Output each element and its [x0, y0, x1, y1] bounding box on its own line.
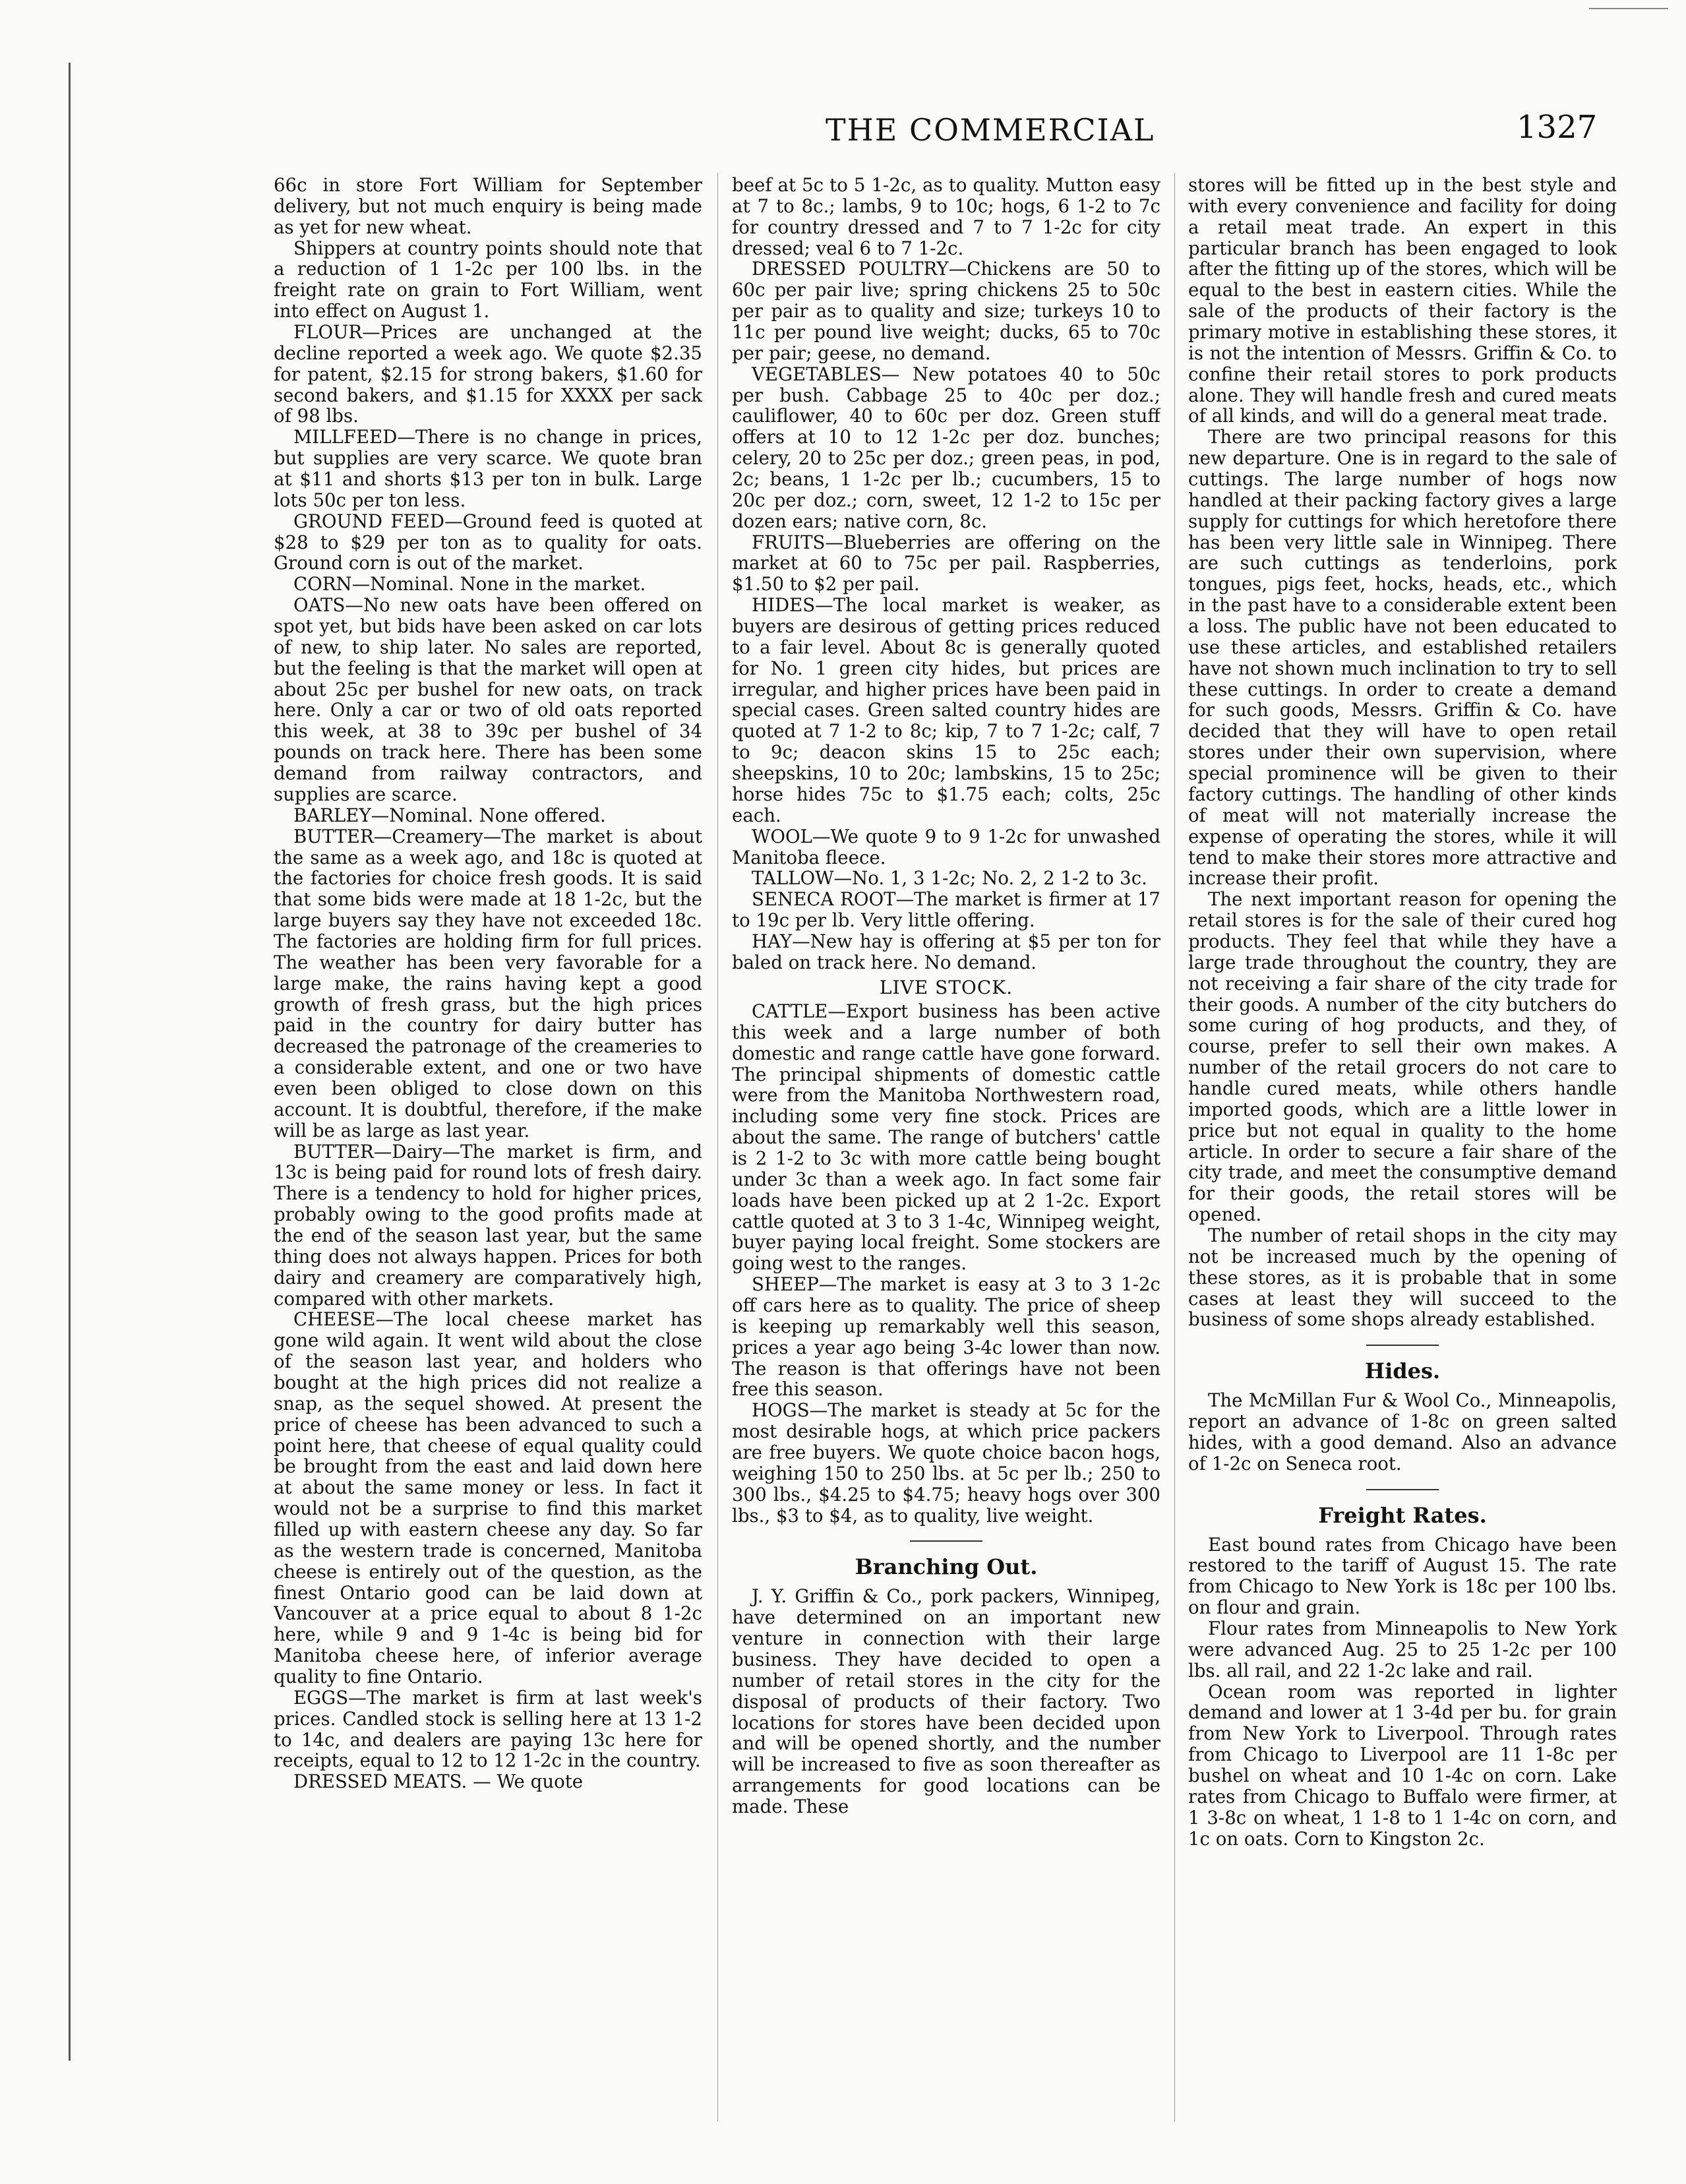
paragraph: OATS—No new oats have been offered on spot yet, but bids have been asked on car lots of new, to ship later. No sales are reported, but the feeling is that the market will open at about 25c per bushel for new oats, on track here. Only a car or two of old oats reported this week, at 38 to 39c per bushel of 34 pounds on track here. There has been some demand from railway contractors, and supplies are scarce.: [274, 594, 702, 805]
paragraph: 66c in store Fort William for September delivery, but not much enquiry is being made as yet for new wheat.: [274, 175, 702, 238]
column-2: [732, 175, 1160, 2121]
paragraph: WOOL—We quote 9 to 9 1-2c for unwashed Manitoba fleece.: [732, 825, 1160, 868]
edge-mark: [1589, 8, 1668, 9]
paragraph: CHEESE—The local cheese market has gone wild again. It went wild about the close of the season last year, and holders who bought at the high prices did not realize a snap, as the sequel showed. At present the price of cheese has been advanced to such a point here, that cheese of equal quality could be brought from the east and laid down here at about the same money or less. In fact it would not be a surprise to find this market filled up with eastern cheese any day. So far as the western trade is concerned, Manitoba cheese is entirely out of the question, as the finest Ontario good can be laid down at Vancouver at a price equal to about 8 1-2c here, while 9 and 9 1-4c is being bid for Manitoba cheese here, of inferior average quality to fine Ontario.: [274, 1308, 702, 1688]
paragraph: Flour rates from Minneapolis to New York were advanced Aug. 25 to 25 1-2c per 100 lbs. all rail, and 22 1-2c lake and rail.: [1188, 1618, 1617, 1682]
paragraph: SHEEP—The market is easy at 3 to 3 1-2c off cars here as to quality. The price of sheep is keeping up remarkably well this season, prices a year ago being 3-4c lower than now. The reason is that offerings have not been free this season.: [732, 1273, 1160, 1401]
paragraph: stores will be fitted up in the best style and with every convenience and facility for doing a retail meat trade. An expert in this particular branch has been engaged to look after the fitting up of the stores, which will be equal to the best in eastern cities. While the sale of the products of their factory is the primary motive in establishing these stores, it is not the intention of Messrs. Griffin & Co. to confine their retail stores to pork products alone. They will handle fresh and cured meats of all kinds, and will do a general meat trade.: [1188, 175, 1617, 427]
column-rule: [717, 173, 718, 2121]
column-3: [1188, 175, 1617, 2121]
paragraph: There are two principal reasons for this new departure. One is in regard to the sale of cuttings. The large number of hogs now handled at their packing factory gives a large supply for cuttings for which heretofore there has been very little sale in Winnipeg. There are such cuttings as tenderloins, pork tongues, pigs feet, hocks, heads, etc., which in the past have to a considerable extent been a loss. The public have not been educated to use these articles, and established retailers have not shown much inclination to try to sell these cuttings. In order to create a demand for such goods, Messrs. Griffin & Co. have decided that they will have to open retail stores under their own supervision, where special prominence will be given to their factory cuttings. The handling of other kinds of meat will not materially increase the expense of operating the stores, while it will tend to make their stores more attractive and increase their profit.: [1188, 426, 1617, 890]
paragraph: J. Y. Griffin & Co., pork packers, Winnipeg, have determined on an important new venture in connection with their large business. They have decided to open a number of retail stores in the city for the disposal of products of their factory. Two locations for stores have been decided upon and will be opened shortly, and the number will be increased to five as soon thereafter as arrangements for good locations can be made. These: [732, 1585, 1160, 1818]
page-title: THE COMMERCIAL: [826, 112, 1155, 148]
paragraph: The number of retail shops in the city may not be increased much by the opening of these stores, as it is probable that in some cases at least they will succeed to the business of some shops already established.: [1188, 1224, 1617, 1331]
paragraph: BUTTER—Creamery—The market is about the same as a week ago, and 18c is quoted at the factories for choice fresh goods. It is said that some bids were made at 18 1-2c, but the large buyers say they have not exceeded 18c. The factories are holding firm for full prices. The weather has been very favorable for a large make, the rains having kept a good growth of fresh grass, but the high prices paid in the country for dairy butter has decreased the patronage of the creameries to a considerable extent, and one or two have even been obliged to close down on this account. It is doubtful, therefore, if the make will be as large as last year.: [274, 825, 702, 1141]
paragraph: FLOUR—Prices are unchanged at the decline reported a week ago. We quote $2.35 for patent, $2.15 for strong bakers, $1.60 for second bakers, and $1.15 for XXXX per sack of 98 lbs.: [274, 321, 702, 427]
paragraph: SENECA ROOT—The market is firmer at 17 to 19c per lb. Very little offering.: [732, 888, 1160, 932]
paragraph: HOGS—The market is steady at 5c for the most desirable hogs, at which price packers are free buyers. We quote choice bacon hogs, weighing 150 to 250 lbs. at 5c per lb.; 250 to 300 lbs., $4.25 to $4.75; heavy hogs over 300 lbs., $3 to $4, as to quality, live weight.: [732, 1399, 1160, 1527]
page-number: 1327: [1517, 109, 1598, 146]
paragraph: CATTLE—Export business has been active this week and a large number of both domestic and range cattle have gone forward. The principal shipments of domestic cattle were from the Manitoba Northwestern road, including some very fine stock. Prices are about the same. The range of butchers' cattle is 2 1-2 to 3c with more cattle being bought under 3c than a week ago. In fact some fair loads have been picked up at 2 1-2c. Export cattle quoted at 3 to 3 1-4c, Winnipeg weight, buyer paying local freight. Some stockers are going west to the ranges.: [732, 1000, 1160, 1275]
paragraph: The McMillan Fur & Wool Co., Minneapolis, report an advance of 1-8c on green salted hides, with a good demand. Also an advance of 1-2c on Seneca root.: [1188, 1389, 1617, 1474]
column-1: [274, 175, 702, 2121]
column-rule: [1174, 173, 1175, 2121]
paragraph: MILLFEED—There is no change in prices, but supplies are very scarce. We quote bran at $11 and shorts $13 per ton in bulk. Large lots 50c per ton less.: [274, 426, 702, 511]
paragraph: DRESSED POULTRY—Chickens are 50 to 60c per pair live; spring chickens 25 to 50c per pair as to quality and size; turkeys 10 to 11c per pound live weight; ducks, 65 to 70c per pair; geese, no demand.: [732, 258, 1160, 364]
article-heading-hides: Hides.: [1188, 1345, 1617, 1383]
paragraph: DRESSED MEATS. — We quote: [293, 1771, 584, 1793]
paragraph: Shippers at country points should note that a reduction of 1 1-2c per 100 lbs. in the freight rate on grain to Fort William, went into effect on August 1.: [274, 237, 702, 322]
paragraph: GROUND FEED—Ground feed is quoted at $28 to $29 per ton as to quality for oats. Ground corn is out of the market.: [274, 510, 702, 574]
paragraph: BARLEY—Nominal. None offered.: [293, 804, 606, 826]
paragraph: FRUITS—Blueberries are offering on the market at 60 to 75c per pail. Raspberries, $1.50 to $2 per pail.: [732, 531, 1160, 595]
paragraph: TALLOW—No. 1, 3 1-2c; No. 2, 2 1-2 to 3c.: [752, 867, 1147, 890]
article-heading-branching-out: Branching Out.: [732, 1540, 1160, 1579]
paragraph: HIDES—The local market is weaker, as buyers are desirous of getting prices reduced to a fair level. About 8c is generally quoted for No. 1 green city hides, but prices are irregular, and higher prices have been paid in special cases. Green salted country hides are quoted at 7 1-2 to 8c; kip, 7 to 7 1-2c; calf, 7 to 9c; deacon skins 15 to 25c each; sheepskins, 10 to 20c; lambskins, 15 to 25c; horse hides 75c to $1.75 each; colts, 25c each.: [732, 594, 1160, 826]
paragraph: beef at 5c to 5 1-2c, as to quality. Mutton easy at 7 to 8c.; lambs, 9 to 10c; hogs, 6 1-2 to 7c for country dressed and 7 to 7 1-2c for city dressed; veal 6 to 7 1-2c.: [732, 175, 1160, 259]
paragraph: EGGS—The market is firm at last week's prices. Candled stock is selling here at 13 1-2 to 14c, and dealers are paying 13c here for receipts, equal to 12 to 12 1-2c in the country.: [274, 1686, 702, 1772]
paragraph: CORN—Nominal. None in the market.: [293, 573, 646, 595]
article-heading-freight-rates: Freight Rates.: [1188, 1489, 1617, 1528]
paragraph: Ocean room was reported in lighter demand and lower at 1 3-4d per bu. for grain from New York to Liverpool. Through rates from Chicago to Liverpool are 11 1-8c per bushel on wheat and 10 1-4c on corn. Lake rates from Chicago to Buffalo were firmer, at 1 3-8c on wheat, 1 1-8 to 1 1-4c on corn, and 1c on oats. Corn to Kingston 2c.: [1188, 1680, 1617, 1850]
paragraph: The next important reason for opening the retail stores is for the sale of their cured hog products. They feel that while they have a large trade throughout the country, they are not receiving a fair share of the city trade for their goods. A number of the city butchers do some curing of hog products, and they, of course, prefer to sell their own makes. A number of the retail grocers do not care to handle cured meats, while others handle imported goods, which are a little lower in price but not equal in quality to the home article. In order to secure a fair share of the city trade, and meet the consumptive demand for their goods, the retail stores will be opened.: [1188, 888, 1617, 1226]
binding-line: [69, 63, 71, 2061]
paragraph: VEGETABLES— New potatoes 40 to 50c per bush. Cabbage 25 to 40c per doz.; cauliflower, 40 to 60c per doz. Green stuff offers at 10 to 12 1-2c per doz. bunches; celery, 20 to 25c per doz.; green peas, in pod, 2c; beans, 1 1-2c per lb.; cucumbers, 15 to 20c per doz.; corn, sweet, 12 1-2 to 15c per dozen ears; native corn, 8c.: [732, 363, 1160, 532]
paragraph: BUTTER—Dairy—The market is firm, and 13c is being paid for round lots of fresh dairy. There is a tendency to hold for higher prices, probably owing to the good profits made at the end of the season last year, but the same thing does not always happen. Prices for both dairy and creamery are comparatively high, compared with other markets.: [274, 1140, 702, 1310]
paragraph: HAY—New hay is offering at $5 per ton for baled on track here. No demand.: [732, 930, 1160, 973]
section-heading-live-stock: LIVE STOCK.: [879, 976, 1013, 998]
paragraph: East bound rates from Chicago have been restored to the tariff of August 15. The rate from Chicago to New York is 18c per 100 lbs. on flour and grain.: [1188, 1533, 1617, 1619]
